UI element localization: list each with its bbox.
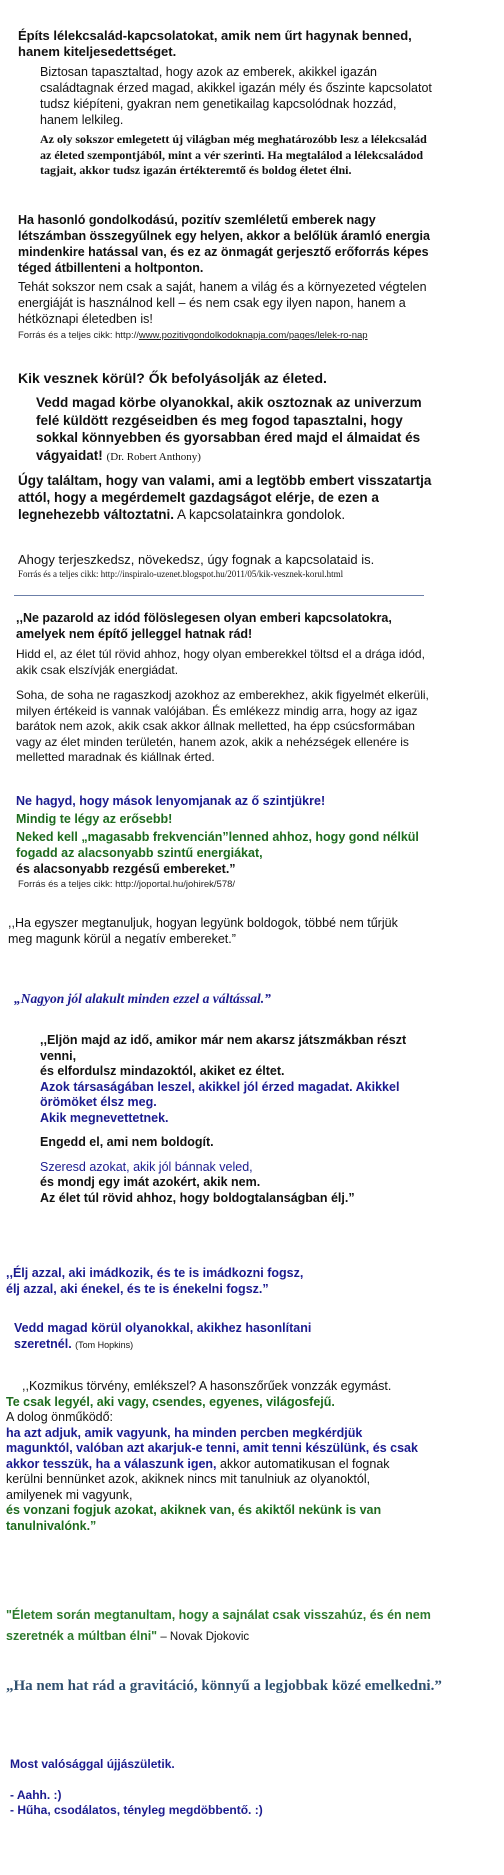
s3-bold2-text: Úgy találtam, hogy van valami, ami a legtöbb embert visszatartja attól, hogy a megérdemelt gazdagságot elérje, de ezen a legnehezebb változtatni. [18,473,432,522]
s2-source-prefix: Forrás és a teljes cikk: http:// [18,330,139,341]
s3-source: Forrás és a teljes cikk: http://inspiralo-uzenet.blogspot.hu/2011/05/kik-vesznek-korul.html [18,569,344,579]
s3-quote [36,394,436,466]
s13-line3: - Hűha, csodálatos, tényleg megdöbbentő. :) [10,1803,263,1817]
s3-quote-text: Vedd magad körbe olyanokkal, akik osztoznak az univerzum felé küldött rezgéseidben és meg fogod tapasztalni, hogy sokkal könnyebben és gyorsabban éred majd el álmaidat és vágyaidat! [36,395,422,463]
s12-quote: „Ha nem hat rád a gravitáció, könnyű a legjobbak közé emelkedni.” [6,1678,442,1694]
s10-line4: ha azt adjuk, amik vagyunk, ha minden percben megkérdjük magunktól, valóban azt akarjuk-e tenni, amit tenni készülünk, és csak akkor tesszük, ha a válaszunk igen, [6,1425,418,1471]
s3-bold2-tail: A kapcsolatainkra gondolok. [177,507,346,522]
s2-bold-text: Ha hasonló gondolkodású, pozitív szemléletű emberek nagy létszámban összegyűlnek egy helyen, akkor a belőlük áramló energia mindenkire hatással van, és ez az önmagát gerjesztő erőforrás képes téged átbillenteni a holtponton. [18,213,430,275]
s1-paragraph: Biztosan tapasztaltad, hogy azok az emberek, akikkel igazán családtagnak érzed magad, akikkel igazán mély és őszinte kapcsolatot tudsz kiépíteni, gyakran nem genetikailag kapcsolódnak hozzád, hanem lelkileg. [40,65,432,127]
s11-author: – Novak Djokovic [157,1631,250,1643]
s7-line3: Azok társaságában leszel, akikkel jól érzed magadat. Akikkel örömöket élsz meg. [40,1079,400,1109]
s2-source-link[interactable]: www.pozitivgondolkodoknapja.com/pages/lelek-ro-nap [138,330,368,341]
s10-line2: Te csak legyél, aki vagy, csendes, egyenes, világosfejű. [6,1394,335,1409]
s11-quote-text: "Életem során megtanultam, hogy a sajnálat csak visszahúz, és én nem szeretnék a múltban élni" [6,1608,431,1643]
s8-line1: ,,Élj azzal, aki imádkozik, és te is imádkozni fogsz, [6,1266,304,1280]
s7-line8: Az élet túl rövid ahhoz, hogy boldogtalanságban élj.” [40,1190,355,1205]
s3-bold2 [18,472,438,523]
s5-quote: ,,Ha egyszer megtanuljuk, hogyan legyünk boldogok, többé nem tűrjük meg magunk körül a negatív embereket.” [8,916,398,946]
s10-line5: akkor automatikusan el fognak kerülni bennünket azok, akiknek nincs mit tanulniuk az olyanoktól, amilyenek mi vagyunk, [6,1456,390,1502]
s1-title: Építs lélekcsalád-kapcsolatokat, amik nem űrt hagynak benned, hanem kiteljesedettséget. [18,28,412,59]
s13-line1: Most valósággal újjászületik. [10,1757,175,1771]
s8-quote [6,1265,436,1297]
s4-dark-line: és alacsonyabb rezgésű embereket.” [16,862,236,876]
s2-source [18,330,458,341]
divider [14,595,424,596]
s10-line1: ,,Kozmikus törvény, emlékszel? A hasonszőrűek vonzzák egymást. [22,1379,392,1393]
s13-block [10,1757,430,1818]
s7-line6: Szeresd azokat, akik jól bánnak veled, [40,1159,253,1174]
s11-quote [6,1605,446,1648]
s2-text: Tehát sokszor nem csak a saját, hanem a világ és a környezeted végtelen energiáját is használnod kell – és nem csak egy ilyen napon, hanem a hétköznapi életedben is! [18,280,427,326]
s4-paragraph2: Soha, de soha ne ragaszkodj azokhoz az emberekhez, akik figyelmét elkerüli, milyen értékeid is vannak valójában. És emlékezz mindig arra, hogy az igaz barátok nem azok, akik csak akkor állnak melletted, ha épp csúcsformában vagy az élet minden területén, hanem azok, akik a nehézségek ellenére is melletted maradnak és kiállnak érted. [16,688,429,764]
s4-title: ,,Ne pazarold az idód fölöslegesen olyan emberi kapcsolatokra, amelyek nem építő jelleggel hatnak rád! [16,611,392,641]
s7-line1: ,,Eljön majd az idő, amikor már nem akarsz játszmákban részt venni, [40,1033,407,1063]
s4-source: Forrás és a teljes cikk: http://joportal.hu/johirek/578/ [18,879,236,890]
s9-quote [14,1320,344,1353]
s6-line: „Nagyon jól alakult minden ezzel a váltással.” [14,991,271,1006]
s7-line7: és mondj egy imát azokért, akik nem. [40,1175,261,1189]
s4-blue-line: Ne hagyd, hogy mások lenyomjanak az ő szintjükre! [16,794,326,808]
s4-green-line1: Mindig te légy az erősebb! [16,812,173,826]
s7-line5: Engedd el, ami nem boldogít. [40,1135,214,1149]
s13-line2: - Aahh. :) [10,1788,62,1802]
s8-line2: élj azzal, aki énekel, és te is énekelni fogsz.” [6,1282,269,1296]
s10-line6: és vonzani fogjuk azokat, akiknek van, és akiktől nekünk is van tanulnivalónk.” [6,1503,382,1533]
s10-line3: A dolog önműködő: [6,1410,114,1424]
s3-text3: Ahogy terjeszkedsz, növekedsz, úgy fognak a kapcsolataid is. [18,552,375,567]
s9-quote-text: Vedd magad körül olyanokkal, akikhez hasonlítani szeretnél. [14,1321,312,1351]
s9-author: (Tom Hopkins) [75,1340,134,1350]
s4-paragraph1: Hidd el, az élet túl rövid ahhoz, hogy olyan emberekkel töltsd el a drága idód, akik csak elszívják energiádat. [16,647,425,677]
s10-block [6,1379,426,1534]
s3-title: Kik vesznek körül? Ők befolyásolják az életed. [18,370,327,386]
s3-quote-author: (Dr. Robert Anthony) [106,450,201,463]
s7-line2: és elfordulsz mindazoktól, akiket ez éltet. [40,1064,285,1078]
s7-poem [40,1033,410,1206]
s1-emphasis: Az oly sokszor emlegetett új világban még meghatározóbb lesz a lélekcsalád az életed szempontjából, mint a vér szerinti. Ha megtalálod a lélekcsaládod tagjait, akkor tudsz igazán értékteremtő és boldog életet élni. [40,132,427,177]
s7-line4: Akik megnevettetnek. [40,1110,169,1125]
s4-green-line2: Neked kell „magasabb frekvencián”lenned ahhoz, hogy gond nélkül fogadd az alacsonyabb szintű energiákat, [16,830,419,860]
